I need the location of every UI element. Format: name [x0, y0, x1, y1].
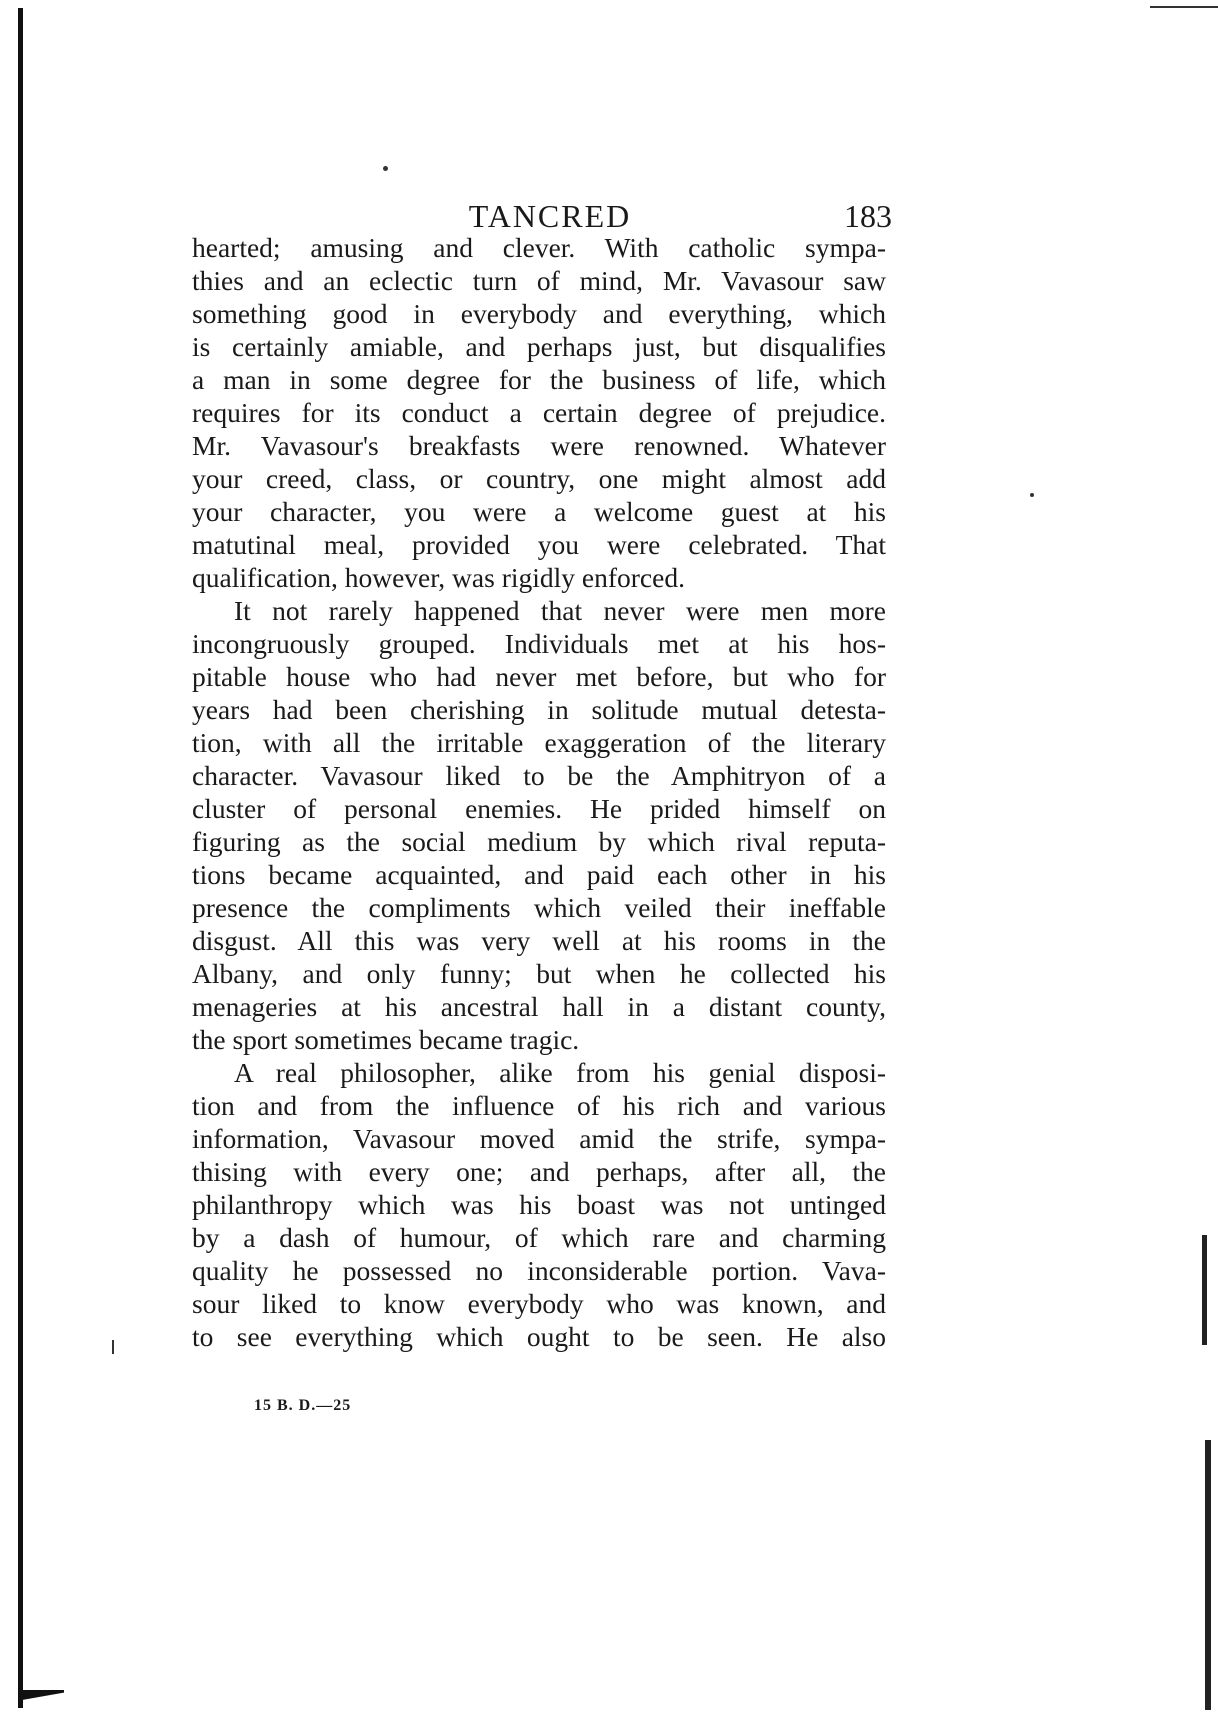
text-line: a man in some degree for the business of life, which	[192, 364, 886, 395]
text-line: Albany, and only funny; but when he collected his	[192, 958, 886, 989]
text-line: requires for its conduct a certain degree of prejudice.	[192, 397, 886, 428]
text-line: figuring as the social medium by which rival reputa-	[192, 826, 886, 857]
scan-border-right-upper	[1202, 1235, 1207, 1345]
text-line: something good in everybody and everything, which	[192, 298, 886, 329]
text-line: is certainly amiable, and perhaps just, but disqualifies	[192, 331, 886, 362]
text-line: matutinal meal, provided you were celebrated. That	[192, 529, 886, 560]
text-line: pitable house who had never met before, but who for	[192, 661, 886, 692]
text-line: years had been cherishing in solitude mutual detesta-	[192, 694, 886, 725]
text-line: hearted; amusing and clever. With catholic sympa-	[192, 232, 886, 263]
text-line: Mr. Vavasour's breakfasts were renowned. Whatever	[192, 430, 886, 461]
text-line: your creed, class, or country, one might almost add	[192, 463, 886, 494]
text-line: qualification, however, was rigidly enforced.	[192, 562, 685, 593]
scan-border-left	[18, 8, 23, 1708]
scan-border-top-right	[1150, 6, 1218, 8]
text-line: disgust. All this was very well at his rooms in the	[192, 925, 886, 956]
text-line: your character, you were a welcome guest at his	[192, 496, 886, 527]
text-line: incongruously grouped. Individuals met at his hos-	[192, 628, 886, 659]
text-line: menageries at his ancestral hall in a distant county,	[192, 991, 886, 1022]
scan-border-right-lower	[1205, 1440, 1211, 1710]
scan-speck	[383, 166, 388, 171]
text-line: by a dash of humour, of which rare and charming	[192, 1222, 886, 1253]
text-line: It not rarely happened that never were men more	[234, 595, 886, 626]
scan-speck	[1030, 493, 1034, 497]
text-line: tions became acquainted, and paid each other in his	[192, 859, 886, 890]
page-number: 183	[844, 198, 892, 234]
text-line: sour liked to know everybody who was known, and	[192, 1288, 886, 1319]
text-line: presence the compliments which veiled their ineffable	[192, 892, 886, 923]
text-line: philanthropy which was his boast was not untinged	[192, 1189, 886, 1220]
text-line: character. Vavasour liked to be the Amphitryon of a	[192, 760, 886, 791]
text-line: to see everything which ought to be seen. He also	[192, 1321, 886, 1352]
text-line: quality he possessed no inconsiderable portion. Vava-	[192, 1255, 886, 1286]
running-head: TANCRED	[468, 198, 632, 234]
text-line: tion, with all the irritable exaggeration of the literary	[192, 727, 886, 758]
text-line: the sport sometimes became tragic.	[192, 1024, 580, 1055]
text-line: information, Vavasour moved amid the strife, sympa-	[192, 1123, 886, 1154]
text-line: A real philosopher, alike from his genial disposi-	[234, 1057, 886, 1088]
scan-mark	[112, 1340, 114, 1354]
body-text	[192, 231, 886, 1353]
printer-signature: 15 B. D.—25	[254, 1397, 352, 1414]
text-line: cluster of personal enemies. He prided himself on	[192, 793, 886, 824]
text-line: tion and from the influence of his rich and various	[192, 1090, 886, 1121]
text-line: thies and an eclectic turn of mind, Mr. Vavasour saw	[192, 265, 886, 296]
scan-corner-left	[18, 1690, 64, 1708]
text-line: thising with every one; and perhaps, after all, the	[192, 1156, 886, 1187]
